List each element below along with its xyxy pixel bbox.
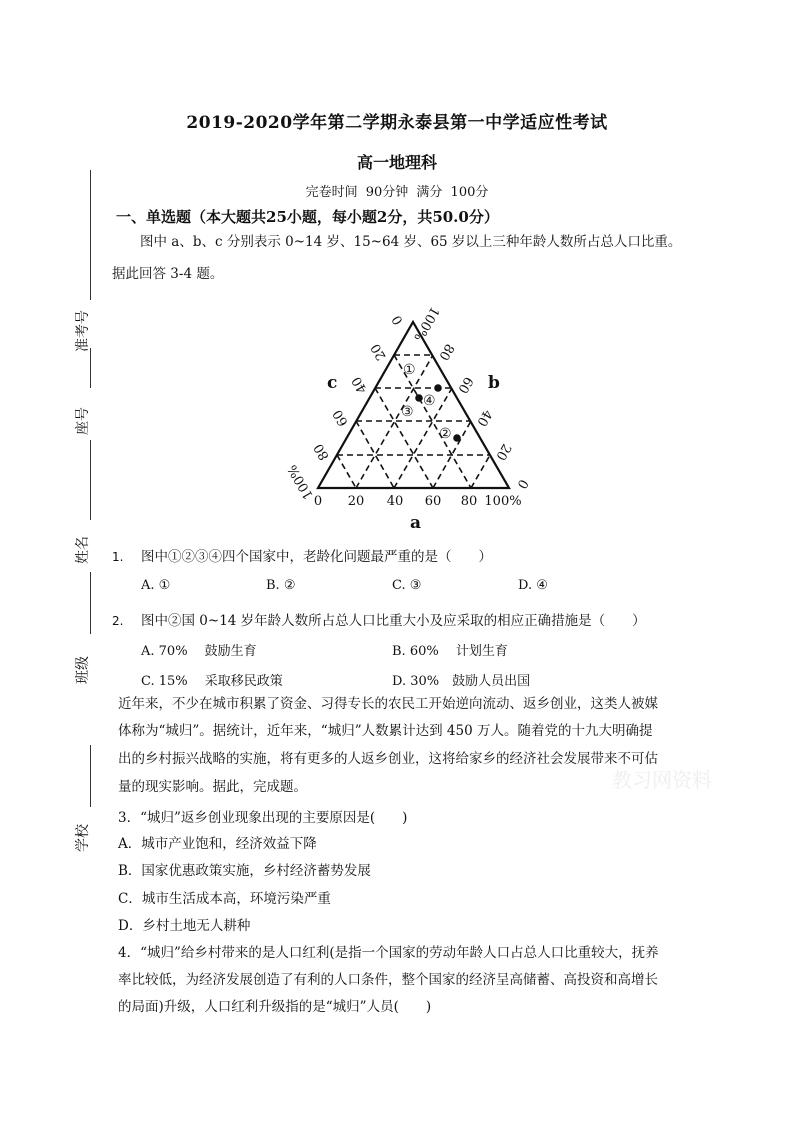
q1-option-c: C. ③ [392, 578, 422, 593]
watermark: 教习网资料 [612, 768, 712, 792]
tick-a-0: 0 [313, 494, 323, 509]
name-label: 姓名 [75, 536, 91, 564]
q3-option-d: D．乡村土地无人耕种 [118, 918, 251, 934]
marker-1: ① [403, 362, 416, 378]
axis-c-label: c [327, 373, 338, 393]
section-heading: 一、单选题（本大题共25小题，每小题2分，共50.0分） [116, 208, 499, 226]
passage-line-1: 近年来，不少在城市积累了资金、习得专长的农民工开始逆向流动、返乡创业，这类人被媒 [118, 696, 658, 712]
tick-c-40: 40 [349, 373, 371, 396]
tick-c-100: 100% [285, 461, 317, 502]
tick-c-0: 0 [389, 312, 407, 328]
school-label: 学校 [75, 824, 91, 852]
point-3 [415, 394, 423, 402]
tick-b-40: 40 [473, 406, 495, 429]
q4-line-3: 的局面)升级，人口红利升级指的是“城归”人员( ) [118, 999, 432, 1015]
passage-line-4: 量的现实影响。据此，完成题。 [118, 779, 307, 795]
marker-4: ④ [423, 393, 436, 409]
q2-number: 2. [112, 614, 124, 628]
intro-line-1: 图中 a、b、c 分别表示 0~14 岁、15~64 岁、65 岁以上三种年龄人数所占总人口比重。 [140, 234, 682, 250]
q3-option-b: B．国家优惠政策实施，乡村经济蓄势发展 [118, 863, 371, 879]
marker-2: ② [439, 426, 452, 442]
q1-option-b: B. ② [266, 578, 296, 593]
axis-a-label: a [410, 513, 422, 533]
axis-b-label: b [488, 373, 500, 393]
exam-number-label: 准考号 [75, 310, 91, 352]
tick-a-40: 40 [386, 494, 404, 509]
tick-a-100: 100% [484, 494, 522, 509]
binding-line-4 [90, 572, 91, 634]
binding-line-3 [90, 440, 91, 520]
class-label: 班级 [75, 656, 91, 684]
q2-option-c: C. 15% 采取移民政策 [141, 674, 283, 689]
tick-b-60: 60 [454, 373, 476, 396]
tick-c-20: 20 [368, 340, 390, 363]
exam-title: 2019-2020学年第二学期永泰县第一中学适应性考试 [186, 113, 608, 133]
seat-label: 座号 [75, 407, 91, 435]
axis-a-ticks [314, 494, 522, 509]
marker-3: ③ [401, 404, 414, 420]
q1-number: 1. [112, 550, 124, 564]
q1-option-a: A. ① [141, 578, 171, 593]
binding-line-5 [90, 745, 91, 807]
q2-option-b: B. 60% 计划生育 [392, 644, 508, 659]
q3-stem: 3．“城归”返乡创业现象出现的主要原因是( ) [118, 810, 408, 826]
exam-info: 完卷时间 90分钟 满分 100分 [305, 185, 489, 200]
q1-option-d: D. ④ [518, 578, 548, 593]
tick-b-0: 0 [513, 476, 531, 492]
tick-b-100: 100% [410, 303, 442, 344]
q2-stem: 图中②国 0~14 岁年龄人数所占总人口比重大小及应采取的相应正确措施是（ ） [141, 613, 646, 629]
axis-c-ticks [285, 312, 406, 501]
q3-option-a: A．城市产业饱和，经济效益下降 [118, 836, 317, 852]
point-2 [453, 434, 461, 442]
ternary-diagram [280, 300, 540, 540]
point-4 [434, 384, 442, 392]
tick-c-60: 60 [330, 406, 352, 429]
exam-subtitle: 高一地理科 [356, 153, 437, 172]
passage-line-3: 出的乡村振兴战略的实施，将有更多的人返乡创业，这将给家乡的经济社会发展带来不可估 [118, 751, 658, 767]
passage-line-2: 体称为“城归”。据统计，近年来，“城归”人数累计达到 450 万人。随着党的十九大明确提 [118, 723, 653, 739]
q2-option-d: D. 30% 鼓励人员出国 [392, 674, 531, 689]
q4-line-2: 率比较低，为经济发展创造了有利的人口条件，整个国家的经济呈高储蓄、高投资和高增长 [118, 972, 658, 988]
tick-b-80: 80 [435, 340, 457, 363]
q2-option-a: A. 70% 鼓励生育 [141, 644, 257, 659]
tick-a-80: 80 [460, 494, 478, 509]
intro-line-2: 据此回答 3-4 题。 [112, 266, 224, 282]
q3-option-c: C．城市生活成本高，环境污染严重 [118, 891, 331, 907]
tick-b-20: 20 [492, 440, 514, 463]
q1-stem: 图中①②③④四个国家中，老龄化问题最严重的是（ ） [141, 549, 492, 565]
binding-line-2 [90, 348, 91, 388]
q4-line-1: 4．“城归”给乡村带来的是人口红利(是指一个国家的劳动年龄人口占总人口比重较大，抚养 [118, 945, 659, 961]
tick-a-20: 20 [347, 494, 365, 509]
tick-c-80: 80 [311, 440, 333, 463]
tick-a-60: 60 [424, 494, 442, 509]
